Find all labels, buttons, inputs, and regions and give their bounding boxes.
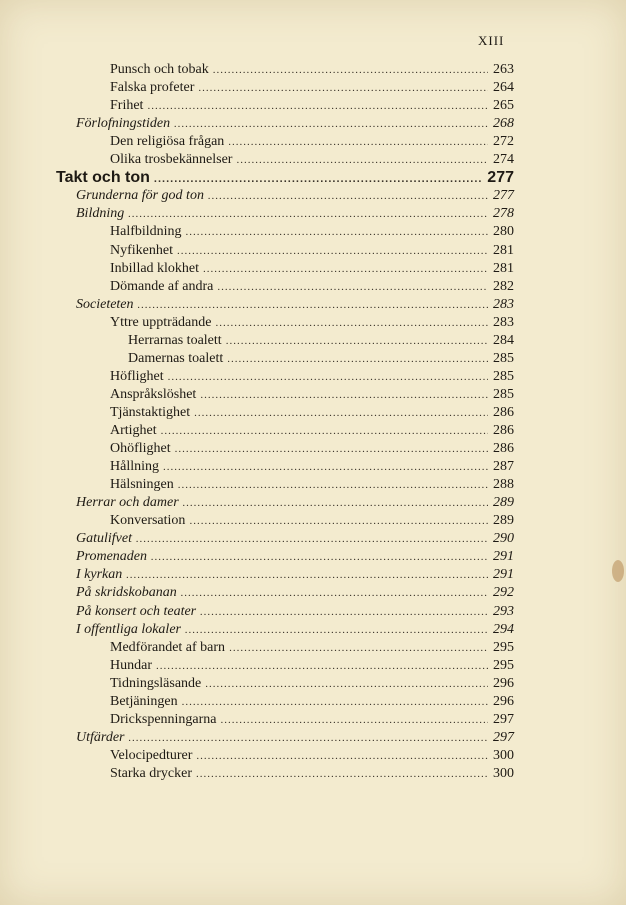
leader-dots — [229, 639, 488, 657]
toc-page-number: 297 — [493, 729, 514, 745]
toc-page-number: 277 — [487, 169, 514, 187]
toc-page-number: 264 — [493, 80, 514, 96]
toc-page-number: 293 — [493, 603, 514, 619]
toc-entry — [110, 711, 514, 729]
toc-label: Höflighet — [110, 368, 164, 384]
toc-label: Nyfikenhet — [110, 242, 173, 258]
toc-label: Starka drycker — [110, 765, 193, 781]
toc-label: Utfärder — [76, 729, 125, 745]
toc-page-number: 291 — [493, 567, 514, 583]
toc-page-number: 265 — [493, 98, 514, 114]
toc-page-number: 282 — [493, 278, 514, 294]
toc-entry — [76, 494, 514, 512]
toc-page-number: 300 — [493, 765, 514, 781]
leader-dots — [174, 115, 488, 133]
toc-page-number: 295 — [493, 639, 514, 655]
toc-page-number: 287 — [493, 459, 514, 475]
toc-entry — [76, 584, 514, 602]
leader-dots — [161, 422, 488, 440]
toc-page-number: 286 — [493, 441, 514, 457]
toc-entry — [110, 512, 514, 530]
toc-page-number: 295 — [493, 657, 514, 673]
toc-section-heading — [56, 169, 514, 187]
toc-entry — [76, 548, 514, 566]
leader-dots — [226, 332, 488, 350]
toc-entry — [110, 657, 514, 675]
toc-entry — [110, 440, 514, 458]
toc-entry — [110, 476, 514, 494]
toc-entry — [110, 61, 514, 79]
leader-dots — [215, 314, 488, 332]
toc-page-number: 291 — [493, 549, 514, 565]
toc-label: Takt och ton — [56, 169, 150, 187]
toc-label: Hållning — [110, 459, 159, 475]
toc-entry — [110, 675, 514, 693]
leader-dots — [156, 657, 488, 675]
toc-page-number: 292 — [493, 585, 514, 601]
toc-entry — [76, 187, 514, 205]
toc-entry — [76, 729, 514, 747]
leader-dots — [213, 61, 488, 79]
toc-page-number: 300 — [493, 747, 514, 763]
toc-label: Den religiösa frågan — [110, 134, 225, 150]
leader-dots — [136, 530, 488, 548]
toc-entry — [110, 458, 514, 476]
leader-dots — [200, 603, 488, 621]
toc-label: På skridskobanan — [76, 585, 177, 601]
toc-label: Konversation — [110, 513, 186, 529]
toc-entry — [76, 296, 514, 314]
leader-dots — [147, 97, 488, 115]
toc-entry — [128, 332, 514, 350]
leader-dots — [186, 223, 488, 241]
toc-page-number: 286 — [493, 423, 514, 438]
toc-entry — [76, 530, 514, 548]
toc-entry — [110, 97, 514, 115]
toc-label: Anspråkslöshet — [110, 386, 197, 402]
toc-label: Hundar — [110, 657, 152, 673]
leader-dots — [168, 368, 488, 386]
toc-entry — [110, 223, 514, 241]
toc-page-number: 297 — [493, 711, 514, 727]
toc-page-number: 277 — [493, 188, 514, 204]
toc-label: Yttre uppträdande — [110, 314, 212, 330]
leader-dots — [228, 133, 488, 151]
toc-entry — [76, 603, 514, 621]
toc-entry — [76, 115, 514, 133]
leader-dots — [221, 711, 488, 729]
leader-dots — [178, 476, 488, 494]
toc-entry — [110, 404, 514, 422]
leader-dots — [128, 729, 488, 747]
toc-page-number: 268 — [493, 116, 514, 132]
toc-page-number: 288 — [493, 477, 514, 493]
toc-page-number: 263 — [493, 62, 514, 77]
toc-label: Förlofningstiden — [76, 116, 171, 132]
toc-page-number: 281 — [493, 242, 514, 258]
leader-dots — [236, 151, 488, 169]
toc-page-number: 289 — [493, 495, 514, 511]
toc-entry — [110, 639, 514, 657]
leader-dots — [177, 242, 488, 260]
toc-entry — [110, 693, 514, 711]
toc-page-number: 284 — [493, 332, 514, 348]
leader-dots — [196, 747, 488, 765]
leader-dots — [205, 675, 488, 693]
toc-page-number: 285 — [493, 350, 514, 366]
leader-dots — [227, 350, 488, 368]
leader-dots — [200, 386, 488, 404]
toc-entry — [110, 422, 514, 440]
toc-entry — [110, 79, 514, 97]
toc-entry — [110, 242, 514, 260]
toc-label: Medförandet af barn — [110, 639, 226, 655]
toc-label: Inbillad klokhet — [110, 260, 200, 276]
toc-entry — [76, 566, 514, 584]
toc-label: Promenaden — [76, 549, 148, 565]
toc-label: Halfbildning — [110, 224, 182, 240]
leader-dots — [208, 187, 488, 205]
toc-entry — [76, 621, 514, 639]
toc-label: Artighet — [110, 423, 157, 438]
leader-dots — [128, 205, 488, 223]
toc-label: Gatulifvet — [76, 531, 132, 547]
toc-entry — [110, 133, 514, 151]
toc-label: På konsert och teater — [76, 603, 197, 619]
toc-label: Tjänstaktighet — [110, 404, 191, 420]
toc-entry — [110, 151, 514, 169]
toc-label: Ohöflighet — [110, 441, 171, 457]
toc-label: Damernas toalett — [128, 350, 224, 366]
toc-label: Herrar och damer — [76, 495, 179, 511]
toc-entry — [128, 350, 514, 368]
toc-label: Velocipedturer — [110, 747, 193, 763]
toc-page-number: 283 — [493, 314, 514, 330]
leader-dots — [196, 765, 488, 783]
toc-label: Punsch och tobak — [110, 62, 209, 77]
toc-label: Drickspenningarna — [110, 711, 217, 727]
leader-dots — [185, 621, 488, 639]
toc-label: I kyrkan — [76, 567, 123, 583]
leader-dots — [182, 693, 488, 711]
toc-page-number: 280 — [493, 224, 514, 240]
toc-label: Betjäningen — [110, 693, 178, 709]
toc-label: Dömande af andra — [110, 278, 214, 294]
leader-dots — [194, 404, 488, 422]
leader-dots — [217, 278, 488, 296]
toc-label: Societeten — [76, 296, 134, 312]
toc-label: I offentliga lokaler — [76, 621, 181, 637]
toc-label: Tidningsläsande — [110, 675, 202, 691]
toc-page-number: 281 — [493, 260, 514, 276]
leader-dots — [154, 170, 483, 188]
toc-entry — [110, 765, 514, 783]
toc-entry — [110, 747, 514, 765]
toc-label: Falska profeter — [110, 80, 195, 96]
toc-label: Herrarnas toalett — [128, 332, 222, 348]
toc-page-number: 285 — [493, 386, 514, 402]
toc-entry — [110, 260, 514, 278]
toc-page-number: 294 — [493, 621, 514, 637]
toc-entry — [110, 278, 514, 296]
page-stain — [612, 560, 624, 582]
leader-dots — [151, 548, 488, 566]
toc-page-number: 296 — [493, 675, 514, 691]
leader-dots — [203, 260, 488, 278]
toc-entry — [110, 314, 514, 332]
toc-label: Grunderna för god ton — [76, 188, 204, 204]
toc-page-number: 283 — [493, 296, 514, 312]
toc-entry — [76, 205, 514, 223]
toc-label: Frihet — [110, 98, 144, 114]
toc-page-number: 286 — [493, 404, 514, 420]
toc-label: Olika trosbekännelser — [110, 152, 233, 168]
toc-label: Hälsningen — [110, 477, 174, 493]
toc-label: Bildning — [76, 206, 125, 222]
leader-dots — [126, 566, 488, 584]
leader-dots — [163, 458, 488, 476]
toc-entry — [110, 368, 514, 386]
toc-page-number: 272 — [493, 134, 514, 150]
leader-dots — [181, 584, 488, 602]
toc-page-number: 278 — [493, 206, 514, 222]
toc-page-number: 274 — [493, 152, 514, 168]
leader-dots — [138, 296, 488, 314]
toc-page-number: 296 — [493, 693, 514, 709]
toc-page-number: 290 — [493, 531, 514, 547]
leader-dots — [198, 79, 488, 97]
page-folio: XIII — [478, 33, 505, 48]
toc-entry — [110, 386, 514, 404]
toc-page-number: 289 — [493, 513, 514, 529]
leader-dots — [175, 440, 488, 458]
toc-page-number: 285 — [493, 368, 514, 384]
leader-dots — [189, 512, 488, 530]
leader-dots — [183, 494, 488, 512]
